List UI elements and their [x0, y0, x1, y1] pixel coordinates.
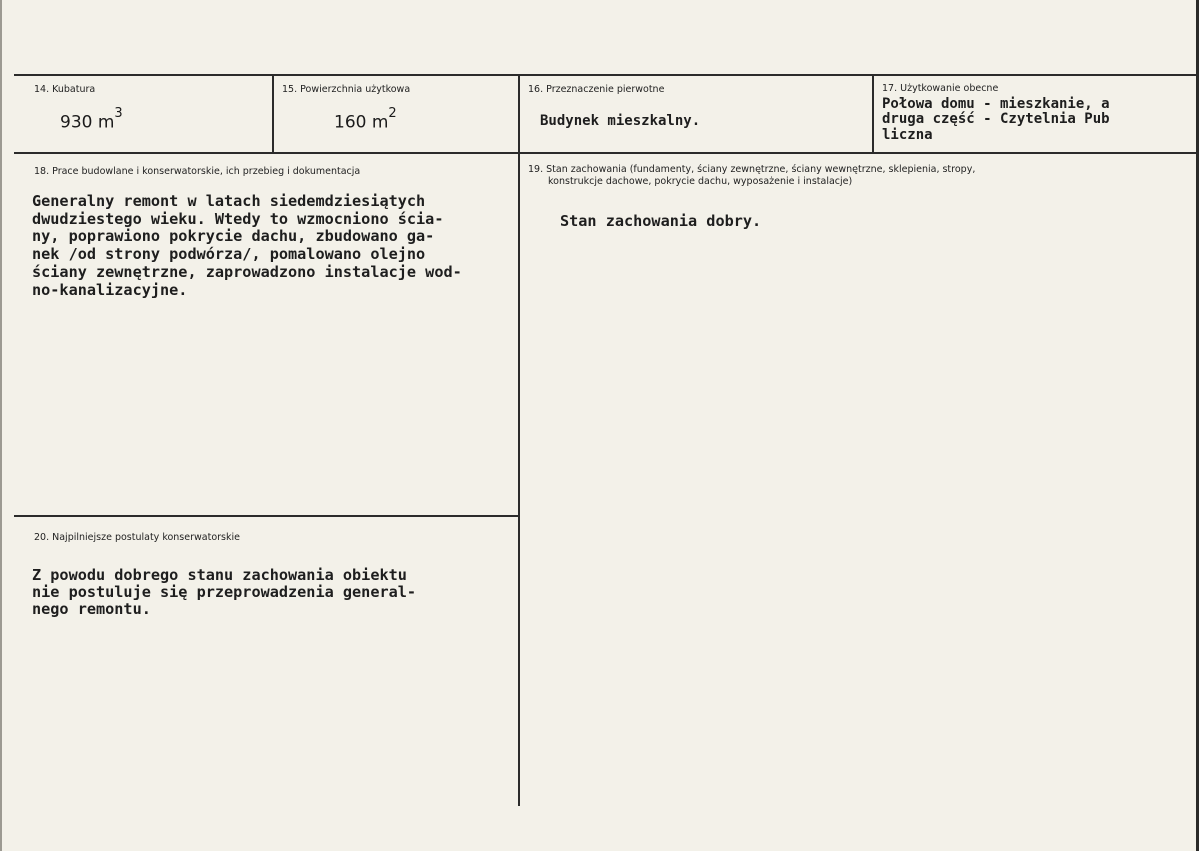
cubature-unit-exponent: 3 [114, 106, 123, 121]
main-vertical-divider [518, 152, 520, 806]
area-value: 160 m [334, 112, 389, 133]
field-14-value [60, 106, 123, 133]
divider-15-16 [518, 76, 520, 152]
field-18-line: no-kanalizacyjne. [32, 280, 188, 299]
field-17-value [882, 97, 1110, 143]
field-20-line: Z powodu dobrego stanu zachowania obiektu [32, 566, 407, 584]
field-16-value: Budynek mieszkalny. [540, 113, 701, 129]
field-19-label-line: konstrukcje dachowe, pokrycie dachu, wyposażenie i instalacje) [548, 176, 853, 187]
divider-16-17 [872, 76, 874, 152]
field-20-text [32, 567, 416, 618]
field-17-line: druga część - Czytelnia Pub [882, 111, 1110, 128]
field-18-line: dwudziestego wieku. Wtedy to wzmocniono ścia- [32, 209, 444, 228]
field-14-label: 14. Kubatura [34, 84, 96, 95]
field-15-label: 15. Powierzchnia użytkowa [282, 84, 411, 95]
field-19-label [528, 164, 975, 188]
field-18-text [32, 193, 462, 299]
field-18-line: Generalny remont w latach siedemdziesiątych [32, 192, 426, 210]
row1-bottom-rule [14, 152, 1199, 154]
area-unit-exponent: 2 [388, 106, 397, 121]
field-20-label: 20. Najpilniejsze postulaty konserwatorskie [34, 532, 240, 543]
field-19-label-line: 19. Stan zachowania (fundamenty, ściany zewnętrzne, ściany wewnętrzne, sklepienia, stropy, [528, 164, 976, 175]
field-17-label: 17. Użytkowanie obecne [882, 83, 999, 94]
field-18-line: nek /od strony podwórza/, pomalowano olejno [32, 245, 426, 264]
field-19-value: Stan zachowania dobry. [560, 212, 762, 230]
divider-14-15 [272, 76, 274, 152]
field-20-line: nego remontu. [32, 600, 151, 618]
field-17-line: Połowa domu - mieszkanie, a [882, 96, 1110, 112]
field-18-label: 18. Prace budowlane i konserwatorskie, ich przebieg i dokumentacja [34, 166, 361, 177]
field-18-line: ny, poprawiono pokrycie dachu, zbudowano ga- [32, 227, 435, 246]
field-18-line: ściany zewnętrzne, zaprowadzono instalacje wod- [32, 262, 462, 281]
card-left-edge [0, 0, 2, 851]
field-17-line: liczna [882, 126, 933, 143]
top-rule [14, 74, 1199, 76]
divider-18-20 [14, 515, 519, 517]
field-16-label: 16. Przeznaczenie pierwotne [528, 84, 665, 95]
cubature-value: 930 m [60, 112, 115, 133]
field-15-value [334, 106, 397, 133]
field-20-line: nie postuluje się przeprowadzenia general- [32, 583, 417, 601]
